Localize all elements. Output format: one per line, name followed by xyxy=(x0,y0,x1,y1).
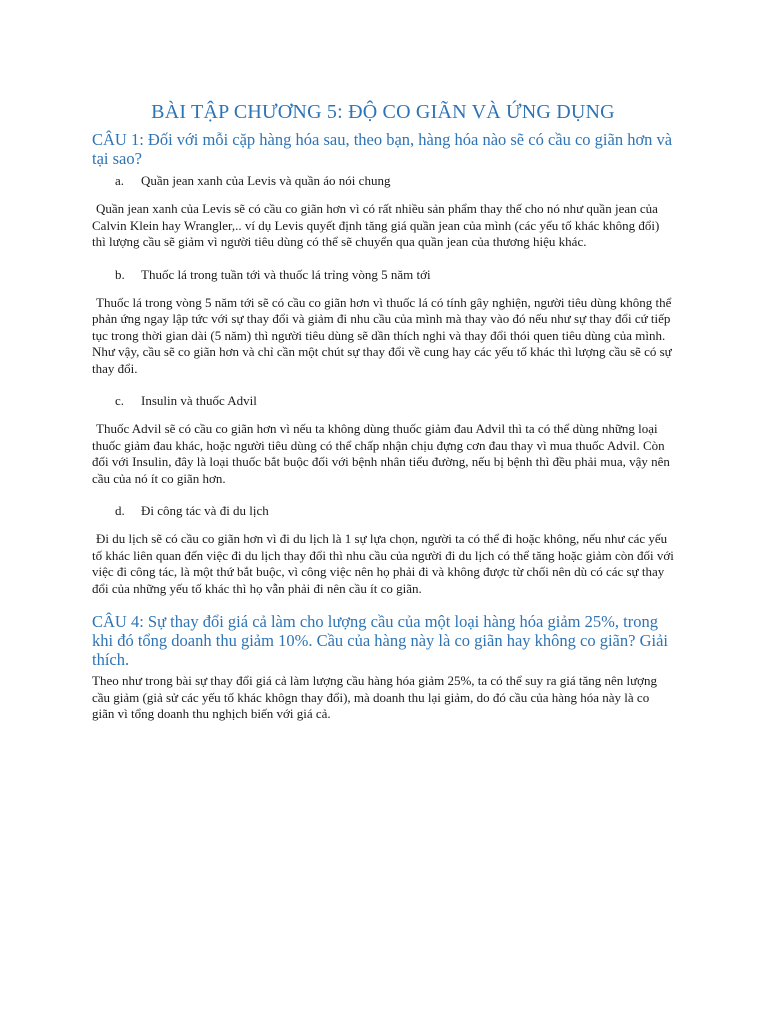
question-1-item-b xyxy=(92,266,674,284)
item-marker: c. xyxy=(115,393,125,408)
answer-paragraph: Đi du lịch sẽ có cầu co giãn hơn vì đi du lịch là 1 sự lựa chọn, người ta có thể đi hoặc không, nếu như các yếu tố khác liên quan đến việc đi du lịch thay đổi thì nhu cầu của người đi du lịch có thể tăng hoặc giảm còn đối với việc đi công tác, là một thứ bắt buộc, vì công việc nên họ phải đi và không được từ chối nên dù có các sự thay đổi của những yếu tố khác thì họ vẫn phải đi nên cầu ít co giãn. xyxy=(92,531,674,596)
question-4-heading: CÂU 4: Sự thay đổi giá cả làm cho lượng cầu của một loại hàng hóa giảm 25%, trong khi đó tổng doanh thu giảm 10%. Cầu của hàng này là co giãn hay không co giãn? Giải thích. xyxy=(92,612,668,669)
item-label: Insulin và thuốc Advil xyxy=(141,393,257,408)
answer-paragraph: Theo như trong bài sự thay đổi giá cả làm lượng cầu hàng hóa giảm 25%, ta có thể suy ra giá tăng nên lượng cầu giảm (giả sử các yếu tố khác khôgn thay đổi), mà doanh thu lại giảm, do đó cầu của hàng hóa này là co giãn vì tổng doanh thu nghịch biến với giá cả. xyxy=(92,673,658,721)
question-1-item-d xyxy=(92,502,674,520)
document-body xyxy=(92,100,674,738)
question-1-item-a xyxy=(92,172,674,190)
item-marker: d. xyxy=(115,503,125,518)
document-title: BÀI TẬP CHƯƠNG 5: ĐỘ CO GIÃN VÀ ỨNG DỤNG xyxy=(151,101,615,123)
item-label: Đi công tác và đi du lịch xyxy=(141,503,269,518)
answer-paragraph: Thuốc Advil sẽ có cầu co giãn hơn vì nếu ta không dùng thuốc giảm đau Advil thì ta có thể dùng những loại thuốc giảm đau khác, hoặc người tiêu dùng có thể chấp nhận chịu đựng cơn đau thay vì mua thuốc Advil. Còn đối với Insulin, đây là loại thuốc bắt buộc đối với bệnh nhân tiểu đường, nếu bị bệnh thì đều phải mua, vậy nên cầu của nó ít co giãn hơn. xyxy=(92,421,670,486)
item-label: Quần jean xanh của Levis và quần áo nói chung xyxy=(141,173,391,188)
question-1-item-c xyxy=(92,392,674,410)
answer-paragraph: Quần jean xanh của Levis sẽ có cầu co giãn hơn vì có rất nhiều sản phẩm thay thế cho nó như quần jean của Calvin Klein hay Wrangler,.. ví dụ Levis quyết định tăng giá quần jean của mình (các yếu tố khác không đổi) thì lượng cầu sẽ giảm vì người tiêu dùng có thể sẽ chuyển qua quần jean của thương hiệu khác. xyxy=(92,201,660,249)
item-label: Thuốc lá trong tuần tới và thuốc lá trỉng vòng 5 năm tới xyxy=(141,266,431,282)
answer-paragraph: Thuốc lá trong vòng 5 năm tới sẽ có cầu co giãn hơn vì thuốc lá có tính gây nghiện, người tiêu dùng không thể phản ứng ngay lập tức với sự thay đổi và giảm đi nhu cầu của mình mà thay vào đó nếu như sự thay đổi cứ tiếp tục trong thời gian dài (5 năm) thì người tiêu dùng sẽ dần thích nghi và thay đổi thói quen tiêu dùng của mình. Như vậy, cầu sẽ co giãn hơn và chỉ cần một chút sự thay đổi về cung hay các yếu tố khác thì lượng cầu sẽ có sự thay đổi. xyxy=(92,294,672,376)
item-marker: a. xyxy=(115,173,125,188)
question-1-heading: CÂU 1: Đối với mỗi cặp hàng hóa sau, theo bạn, hàng hóa nào sẽ có cầu co giãn hơn và tại sao? xyxy=(92,130,673,168)
item-marker: b. xyxy=(115,266,125,282)
